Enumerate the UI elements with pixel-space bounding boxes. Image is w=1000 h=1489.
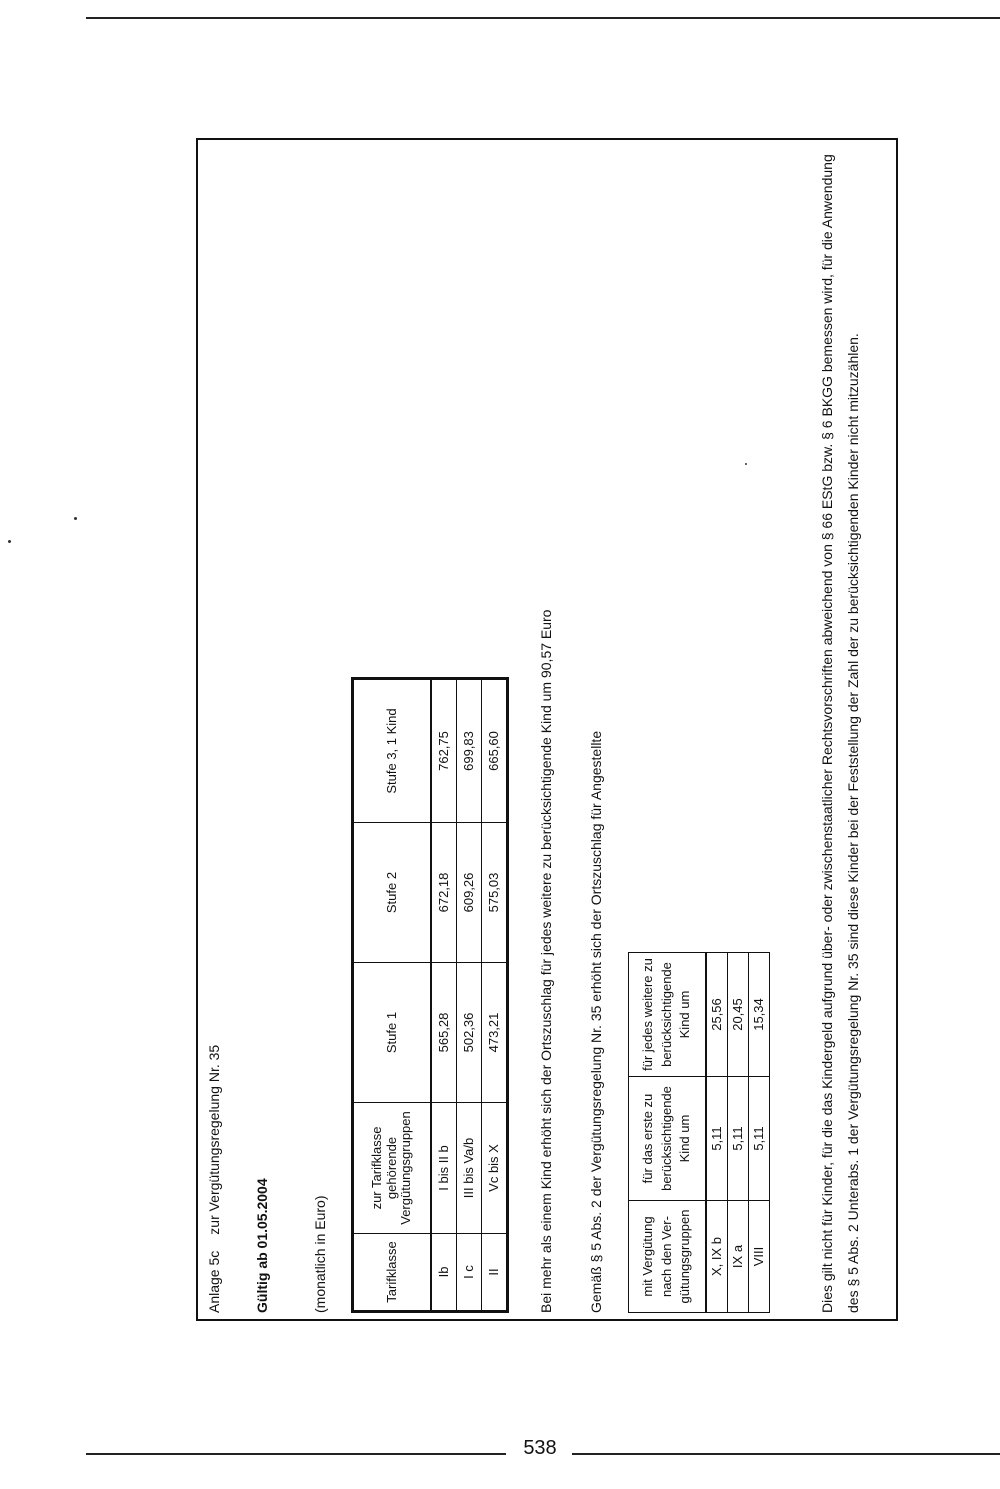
scan-speck [8, 540, 11, 543]
table-cell: VIII [749, 1201, 770, 1313]
table-row [431, 679, 457, 1312]
header-stufe-2: Stufe 2 [353, 823, 432, 963]
rotated-content [198, 140, 896, 1319]
table-cell: 25,56 [706, 953, 728, 1077]
footnote: Dies gilt nicht für Kinder, für die das Kindergeld aufgrund über- oder zwischenstaatlicher Rechtsvorschriften abweichend von § 66 EStG bzw. § 6 BKGG bemessen wird, für die Anwendung des § 5 Abs. 2 Unterabs. 1 der Vergütungsregelung Nr. 35 sind diese Kinder bei der Feststellung der Zahl der zu berücksichtigenden Kinder nicht mitzuzählen. [819, 154, 861, 1313]
table-cell: 762,75 [431, 679, 457, 823]
page-number: 538 [523, 1437, 557, 1459]
header-tarifklasse: Tarifklasse [353, 1234, 432, 1312]
table-cell: I c [457, 1234, 482, 1312]
table-cell: 609,26 [457, 823, 482, 963]
scan-speck [74, 517, 77, 520]
table-cell: 20,45 [728, 953, 749, 1077]
table-cell: 665,60 [482, 679, 508, 823]
header-verguetung: mit Vergütung nach den Ver-gütungsgruppen [629, 1201, 707, 1313]
header-stufe-3: Stufe 3, 1 Kind [353, 679, 432, 823]
table-header-row [629, 953, 707, 1313]
table-cell: 575,03 [482, 823, 508, 963]
header-weiteres-kind: für jedes weitere zu berücksichtigende Kind um [629, 953, 707, 1077]
header-stufe-1: Stufe 1 [353, 963, 432, 1103]
header-verguetungsgruppen: zur Tarifklasse gehörende Vergütungsgruppen [353, 1103, 432, 1234]
table-cell: 699,83 [457, 679, 482, 823]
header-erstes-kind: für das erste zu berücksichtigende Kind um [629, 1077, 707, 1201]
note-employees: Gemäß § 5 Abs. 2 der Vergütungsregelung Nr. 35 erhöht sich der Ortszuschlag für Angestellte [588, 730, 604, 1313]
allowance-table [351, 677, 509, 1313]
bottom-rule-left [86, 1453, 506, 1455]
table-cell: 565,28 [431, 963, 457, 1103]
table-cell: I bis II b [431, 1103, 457, 1234]
table-row [749, 953, 770, 1313]
unit-note: (monatlich in Euro) [312, 1195, 328, 1313]
table-cell: 473,21 [482, 963, 508, 1103]
table-cell: IX a [728, 1201, 749, 1313]
annex-heading [206, 1045, 223, 1313]
table-cell: X, IX b [706, 1201, 728, 1313]
regulation-label: zur Vergütungsregelung Nr. 35 [206, 1044, 222, 1235]
top-rule [86, 17, 1000, 19]
bottom-rule-right [572, 1453, 1000, 1455]
table-header-row [353, 679, 432, 1312]
table-cell: 5,11 [749, 1077, 770, 1201]
child-supplement-table [628, 952, 770, 1313]
table-cell: 502,36 [457, 963, 482, 1103]
table-cell: III bis Va/b [457, 1103, 482, 1234]
note-additional-child: Bei mehr als einem Kind erhöht sich der Ortszuschlag für jedes weitere zu berücksichtigende Kind um 90,57 Euro [538, 609, 554, 1313]
document-frame [196, 138, 898, 1321]
table-cell: 5,11 [728, 1077, 749, 1201]
table-cell: 672,18 [431, 823, 457, 963]
table-row [482, 679, 508, 1312]
table-cell: Vc bis X [482, 1103, 508, 1234]
table-cell: II [482, 1234, 508, 1312]
table-row [706, 953, 728, 1313]
table-row [457, 679, 482, 1312]
table-row [728, 953, 749, 1313]
table-cell: Ib [431, 1234, 457, 1312]
annex-label: Anlage 5c [206, 1250, 222, 1313]
valid-from: Gültig ab 01.05.2004 [254, 1178, 270, 1313]
table-cell: 5,11 [706, 1077, 728, 1201]
table-cell: 15,34 [749, 953, 770, 1077]
